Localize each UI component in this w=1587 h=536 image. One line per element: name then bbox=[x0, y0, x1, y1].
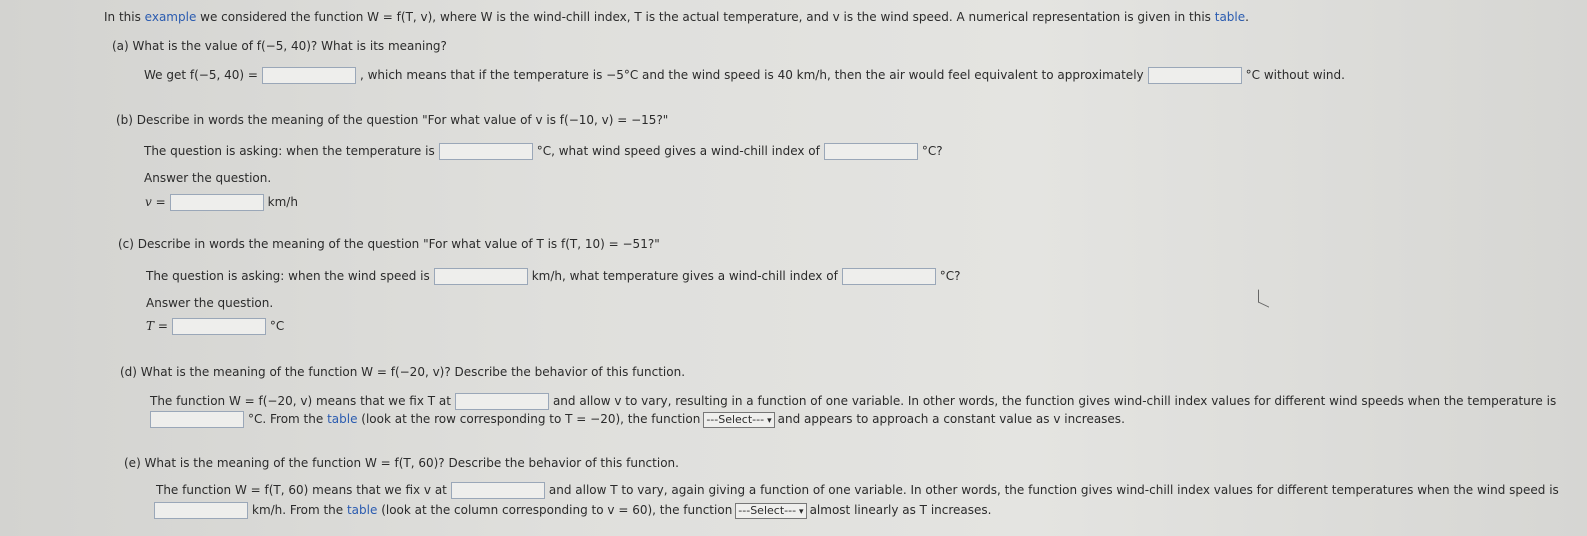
part-d-select-value: ---Select--- bbox=[706, 412, 765, 426]
part-d-behavior-select[interactable] bbox=[703, 412, 774, 428]
part-b-var-label: v = bbox=[145, 195, 166, 209]
part-e-line1-prefix: The function W = f(T, 60) means that we fix v at bbox=[156, 483, 447, 497]
mouse-cursor-icon bbox=[1258, 289, 1269, 307]
part-b-temperature-input[interactable] bbox=[439, 143, 533, 160]
part-c-t-line bbox=[146, 318, 284, 335]
part-e-behavior-select[interactable] bbox=[735, 503, 806, 519]
part-b-answer-label: Answer the question. bbox=[144, 171, 272, 185]
part-d-line1 bbox=[150, 393, 1556, 410]
part-e-fixed-v-input[interactable] bbox=[451, 482, 545, 499]
part-b-suffix: °C? bbox=[921, 144, 943, 158]
part-e-table-link[interactable]: table bbox=[346, 503, 378, 517]
part-a-prefix: We get f(−5, 40) = bbox=[144, 68, 258, 82]
part-d-line2-mid: (look at the row corresponding to T = −20), the function bbox=[357, 412, 701, 426]
part-c-unit: °C bbox=[269, 319, 285, 333]
part-e-line2-prefix: km/h. From the bbox=[252, 503, 347, 517]
part-d-temperature-input[interactable] bbox=[150, 411, 244, 428]
part-d-question: (d) What is the meaning of the function W = f(−20, v)? Describe the behavior of this function. bbox=[120, 365, 686, 379]
chevron-down-icon: ▾ bbox=[799, 506, 804, 517]
part-e-line2 bbox=[154, 502, 991, 519]
part-c-windchill-input[interactable] bbox=[842, 268, 936, 285]
example-link[interactable]: example bbox=[144, 10, 197, 24]
part-c-question: (c) Describe in words the meaning of the question "For what value of T is f(T, 10) = −51?" bbox=[118, 237, 660, 251]
part-c-prefix: The question is asking: when the wind speed is bbox=[146, 269, 430, 283]
part-c-var-label: T = bbox=[146, 319, 168, 333]
part-a-value-input[interactable] bbox=[262, 67, 356, 84]
part-b-meaning-line bbox=[144, 143, 943, 160]
part-d-table-link[interactable]: table bbox=[327, 412, 358, 426]
part-e-select-value: ---Select--- bbox=[738, 503, 797, 517]
part-d-line2-suffix: and appears to approach a constant value as v increases. bbox=[777, 412, 1125, 426]
intro-pre: In this bbox=[104, 10, 145, 24]
part-c-answer-label: Answer the question. bbox=[146, 296, 274, 310]
chevron-down-icon: ▾ bbox=[767, 415, 772, 426]
part-d-fixed-t-input[interactable] bbox=[455, 393, 549, 410]
part-b-unit: km/h bbox=[267, 195, 298, 209]
part-a-middle: , which means that if the temperature is −5°C and the wind speed is 40 km/h, then the air would feel equivalent to approximately bbox=[359, 68, 1144, 82]
part-a-equivalent-input[interactable] bbox=[1148, 67, 1242, 84]
part-c-suffix: °C? bbox=[939, 269, 961, 283]
intro-mid: we considered the function W = f(T, v), where W is the wind-chill index, T is the actual temperature, and v is the wind speed. A numerical representation is given in this bbox=[196, 10, 1215, 24]
part-d-line2 bbox=[150, 411, 1125, 428]
part-d-line1-suffix: and allow v to vary, resulting in a function of one variable. In other words, the function gives wind-chill index values for different wind speeds when the temperature is bbox=[552, 394, 1557, 408]
part-c-middle: km/h, what temperature gives a wind-chill index of bbox=[531, 269, 838, 283]
intro-text bbox=[104, 9, 1249, 25]
part-a-question: (a) What is the value of f(−5, 40)? What is its meaning? bbox=[112, 39, 447, 53]
part-e-line2-mid: (look at the column corresponding to v = 60), the function bbox=[377, 503, 733, 517]
part-e-line2-suffix: almost linearly as T increases. bbox=[809, 503, 992, 517]
part-a-answer-line bbox=[144, 67, 1345, 84]
part-c-t-input[interactable] bbox=[172, 318, 266, 335]
part-d-line1-prefix: The function W = f(−20, v) means that we fix T at bbox=[150, 394, 451, 408]
part-e-question: (e) What is the meaning of the function W = f(T, 60)? Describe the behavior of this function. bbox=[124, 456, 679, 470]
part-a-suffix: °C without wind. bbox=[1245, 68, 1345, 82]
part-e-line1 bbox=[156, 482, 1559, 499]
part-b-v-line bbox=[145, 194, 298, 211]
part-b-question: (b) Describe in words the meaning of the question "For what value of v is f(−10, v) = −15?" bbox=[116, 113, 669, 127]
part-b-windchill-input[interactable] bbox=[824, 143, 918, 160]
intro-post: . bbox=[1245, 10, 1249, 24]
part-e-windspeed-input[interactable] bbox=[154, 502, 248, 519]
part-b-v-input[interactable] bbox=[170, 194, 264, 211]
part-e-line1-suffix: and allow T to vary, again giving a function of one variable. In other words, the function gives wind-chill index values for different temperatures when the wind speed is bbox=[548, 483, 1559, 497]
part-c-windspeed-input[interactable] bbox=[434, 268, 528, 285]
part-d-line2-prefix: °C. From the bbox=[248, 412, 328, 426]
part-b-prefix: The question is asking: when the temperature is bbox=[144, 144, 435, 158]
part-b-middle: °C, what wind speed gives a wind-chill index of bbox=[536, 144, 820, 158]
part-c-meaning-line bbox=[146, 268, 961, 285]
table-link[interactable]: table bbox=[1214, 10, 1246, 24]
